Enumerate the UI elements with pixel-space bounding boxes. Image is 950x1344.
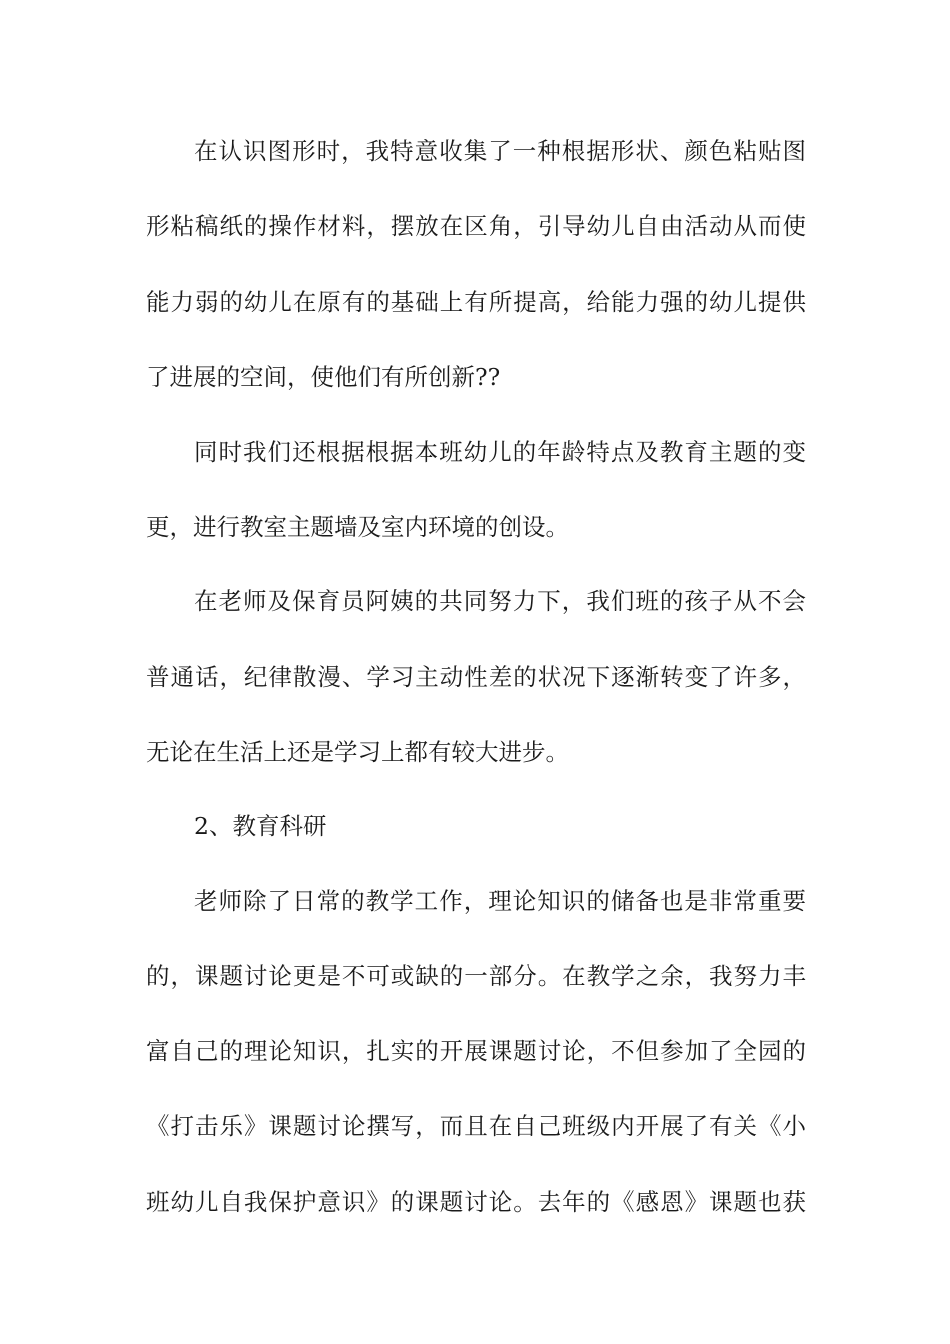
paragraph-line: 富自己的理论知识，扎实的开展课题讨论，不但参加了全园的 [146, 1037, 806, 1065]
paragraph-line: 老师除了日常的教学工作，理论知识的储备也是非常重要 [194, 887, 806, 915]
paragraph-line: 的，课题讨论更是不可或缺的一部分。在教学之余，我努力丰 [146, 962, 806, 990]
paragraph-line: 班幼儿自我保护意识》的课题讨论。去年的《感恩》课题也获 [146, 1188, 806, 1216]
paragraph-line: 在认识图形时，我特意收集了一种根据形状、颜色粘贴图 [194, 137, 806, 165]
paragraph-line: 在老师及保育员阿姨的共同努力下，我们班的孩子从不会 [194, 587, 806, 615]
paragraph-line: 普通话，纪律散漫、学习主动性差的状况下逐渐转变了许多， [146, 663, 806, 691]
paragraph-line: 无论在生活上还是学习上都有较大进步。 [146, 738, 569, 766]
paragraph-line: 同时我们还根据根据本班幼儿的年龄特点及教育主题的变 [194, 438, 806, 466]
paragraph-line: 《打击乐》课题讨论撰写，而且在自己班级内开展了有关《小 [146, 1112, 806, 1140]
paragraph-line: 更，进行教室主题墙及室内环境的创设。 [146, 513, 569, 541]
paragraph-line: 能力弱的幼儿在原有的基础上有所提高，给能力强的幼儿提供 [146, 288, 806, 316]
paragraph-line: 了进展的空间，使他们有所创新?? [146, 363, 501, 391]
section-heading: 2、教育科研 [194, 812, 327, 840]
paragraph-line: 形粘稿纸的操作材料，摆放在区角，引导幼儿自由活动从而使 [146, 212, 806, 240]
